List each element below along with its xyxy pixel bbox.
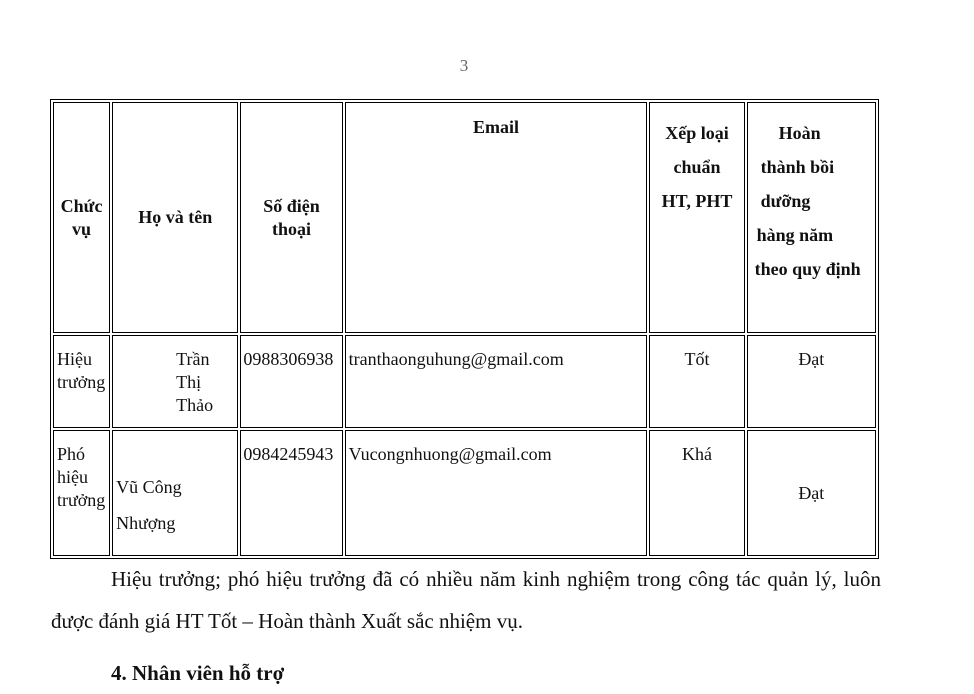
- table-row: [53, 430, 876, 556]
- cell-so-dien-thoai: 0984245943: [240, 430, 342, 556]
- cell-so-dien-thoai: 0988306938: [240, 335, 342, 428]
- cell-hoan-thanh: Đạt: [747, 430, 876, 556]
- header-so-dien-thoai: Số điện thoại: [240, 102, 342, 333]
- cell-chuc-vu: Hiệu trưởng: [53, 335, 110, 428]
- cell-chuc-vu: Phó hiệu trưởng: [53, 430, 110, 556]
- staff-table: [50, 99, 879, 559]
- header-ho-ten: Họ và tên: [112, 102, 238, 333]
- cell-xep-loai: Khá: [649, 430, 744, 556]
- header-email: Email: [345, 102, 648, 333]
- page-number: 3: [459, 56, 469, 75]
- header-chuc-vu: Chức vụ: [53, 102, 110, 333]
- cell-email: tranthaonguhung@gmail.com: [345, 335, 648, 428]
- section-heading: 4. Nhân viên hỗ trợ: [111, 661, 285, 685]
- table-row: [53, 335, 876, 428]
- header-xep-loai: Xếp loại chuẩn HT, PHT: [649, 102, 744, 333]
- body-paragraph: Hiệu trưởng; phó hiệu trưởng đã có nhiều năm kinh nghiệm trong công tác quản lý, luôn được đánh giá HT Tốt – Hoàn thành Xuất sắc nhiệm vụ.: [51, 567, 881, 633]
- cell-ho-ten: Vũ Công Nhượng: [112, 430, 238, 556]
- cell-hoan-thanh: Đạt: [747, 335, 876, 428]
- cell-email: Vucongnhuong@gmail.com: [345, 430, 648, 556]
- cell-xep-loai: Tốt: [649, 335, 744, 428]
- cell-ho-ten: Trần Thị Thảo: [112, 335, 238, 428]
- table-header-row: [53, 102, 876, 333]
- header-hoan-thanh: Hoàn thành bồi dưỡng hàng năm theo quy định: [747, 102, 876, 333]
